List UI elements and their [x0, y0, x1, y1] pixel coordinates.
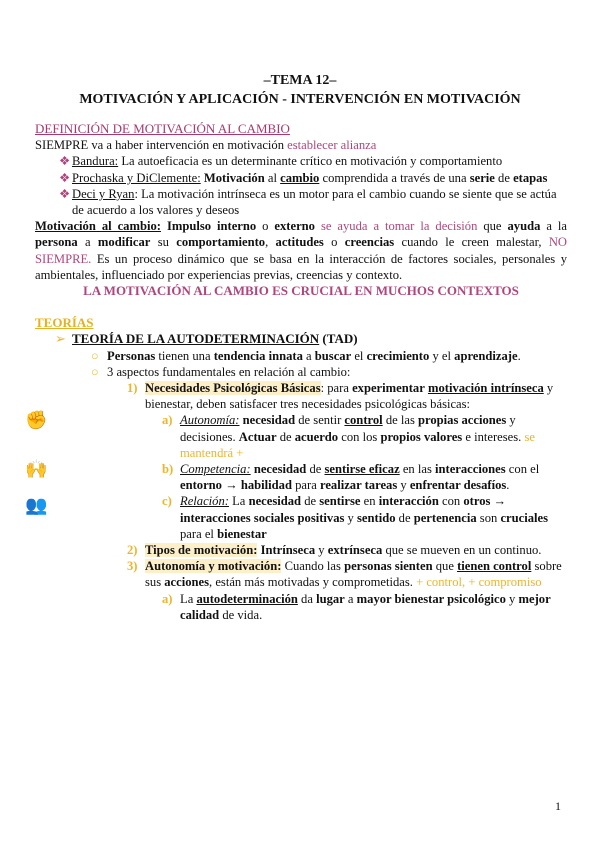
topic-number: –TEMA 12– [263, 73, 337, 88]
text-run: Intrínseca [260, 543, 316, 558]
text-run: o [323, 235, 345, 250]
text-run: Competencia: [180, 462, 251, 477]
text-run: 3 aspectos fundamentales en relación al cambio: [107, 364, 351, 379]
text-run: son [476, 510, 501, 525]
bullet-text [72, 171, 547, 185]
text-run: para [291, 478, 320, 493]
text-run: y [315, 543, 328, 558]
text-run: propias acciones [418, 413, 507, 428]
text-run: y [505, 591, 519, 606]
text-run: comportamiento [176, 235, 266, 250]
circle-item: ○ 3 aspectos fundamentales en relación al cambio: [91, 364, 351, 379]
text-run: etapas [513, 170, 548, 185]
numbered-item-3: 3) Autonomía y motivación: Cuando las personas sienten que tienen control sobre sus acciones, están más motivadas y comprometidas. + control, + compromiso [127, 559, 562, 590]
text-run: de [494, 170, 514, 185]
text-run: crecimiento [366, 348, 430, 363]
section-heading-teorias: TEORÍAS [35, 315, 94, 331]
text-run: comprendida a través de una [319, 170, 470, 185]
text-run: y [397, 478, 410, 493]
text-run: , [265, 235, 276, 250]
callout-text: LA MOTIVACIÓN AL CAMBIO ES CRUCIAL EN MUCHOS CONTEXTOS [83, 283, 519, 299]
text-run: . [517, 348, 521, 363]
text-run: La autoeficacia es un determinante crítico en motivación y comportamiento [118, 154, 503, 169]
bullet-item: ❖ Prochaska y DiClemente: Motivación al cambio comprendida a través de una serie de etapas [59, 170, 548, 185]
text-run: + control, + compromiso [416, 575, 542, 590]
text-run: interacciones [435, 462, 506, 477]
text-run: de las [382, 413, 418, 428]
text-run: buscar [314, 348, 352, 363]
text-run: a [344, 591, 357, 606]
text-run: con [438, 494, 464, 509]
page-number: 1 [555, 799, 561, 813]
text-run: realizar tareas [319, 478, 398, 493]
text-run: de sentir [295, 413, 345, 428]
text-run: propios valores [380, 429, 463, 444]
text-run: serie [469, 170, 495, 185]
text-run: . [506, 478, 510, 493]
bullet-text [72, 154, 502, 168]
text-run: se mantendrá + [180, 429, 535, 460]
text-run: : para [320, 381, 353, 396]
text-run: y bienestar, deben satisfacer tres necesidades psicológicas básicas: [145, 381, 554, 412]
text-run: en [360, 494, 379, 509]
sub-item-3a: a) La autodeterminación da lugar a mayor bienestar psicológico y mejor calidad de vida. [162, 591, 551, 622]
text-run: y el [429, 348, 455, 363]
text-run: autodeterminación [196, 591, 298, 606]
illustration-icon: 🙌 [25, 459, 48, 480]
text-run: en las [399, 462, 435, 477]
text-run: que se mueven en un continuo. [382, 543, 542, 558]
illustration-icon: ✊ [25, 410, 48, 431]
text-run: de [395, 510, 414, 525]
text-run: Prochaska y DiClemente: [72, 170, 201, 185]
text-run: La [228, 494, 249, 509]
text-run: enfrentar desafíos [409, 478, 507, 493]
numbered-item-2: 2) Tipos de motivación: Intrínseca y extrínseca que se mueven en un continuo. [127, 543, 542, 558]
text-run: : La motivación intrínseca es un motor para el cambio cuando se siente que se actúa de acuerdo a los valores y deseos [72, 186, 557, 218]
text-run: y decisiones. [180, 413, 516, 444]
text-run: cruciales [500, 510, 548, 525]
text-run: Motivación [203, 170, 265, 185]
text-run: establecer alianza [287, 138, 377, 153]
text-run: interacción [378, 494, 439, 509]
intro-line [35, 137, 567, 153]
text-run: sentirse eficaz [324, 462, 400, 477]
text-run: extrínseca [327, 543, 383, 558]
text-run: y [344, 510, 357, 525]
theory-heading [35, 331, 567, 347]
text-run: que [432, 559, 458, 574]
text-run: personas sienten [344, 559, 433, 574]
text-run: mayor bienestar psicológico [356, 591, 506, 606]
text-run: Personas [107, 348, 156, 363]
section-heading-definition: DEFINICIÓN DE MOTIVACIÓN AL CAMBIO [35, 121, 290, 136]
text-run: Cuando las [281, 559, 345, 574]
text-run: , están más motivadas y comprometidas. [209, 575, 417, 590]
text-run: que [477, 219, 508, 234]
text-run: bienestar [217, 526, 267, 541]
text-run: (TAD) [319, 331, 358, 347]
text-run: al [264, 170, 281, 185]
text-run: sentirse [319, 494, 361, 509]
circle-item: ○ Personas tienen una tendencia innata a buscar el crecimiento y el aprendizaje. [91, 348, 521, 363]
sub-item: ✊ a) Autonomía: necesidad de sentir control de las propias acciones y decisiones. Actuar de acuerdo con los propios valores e intereses. se mantendrá + [25, 410, 535, 460]
bullet-item: ❖ Bandura: La autoeficacia es un determinante crítico en motivación y comportamiento [59, 154, 503, 169]
text-run: Necesidades Psicológicas Básicas [145, 381, 321, 396]
text-run: SIEMPRE va a haber intervención en motivación [35, 138, 288, 153]
text-run: a la [540, 219, 568, 234]
text-run: e intereses. [462, 429, 525, 444]
text-run: tienen una [155, 348, 214, 363]
text-run: con el [505, 462, 540, 477]
text-run: de vida. [219, 607, 263, 622]
text-run: otros → interacciones sociales positivas [180, 494, 507, 525]
document-title: MOTIVACIÓN Y APLICACIÓN - INTERVENCIÓN EN MOTIVACIÓN [79, 92, 521, 107]
text-run: NO SIEMPRE. [35, 235, 568, 266]
text-run: Autonomía y motivación: [145, 559, 282, 574]
text-run: Tipos de motivación: [145, 543, 258, 558]
text-run: ayuda [507, 219, 541, 234]
text-run: TEORÍA DE LA AUTODETERMINACIÓN [72, 331, 320, 347]
sub-item: 🙌 b) Competencia: necesidad de sentirse eficaz en las interacciones con el entorno → habilidad para realizar tareas y enfrentar desafíos. [25, 459, 540, 493]
text-run: sentido [357, 510, 396, 525]
text-run: a [302, 348, 315, 363]
arrow-bullet-icon: ➢ [55, 331, 66, 347]
numbered-item-1: 1) Necesidades Psicológicas Básicas: para experimentar motivación intrínseca y bienestar, deben satisfacer tres necesidades psicológicas básicas: [127, 381, 554, 412]
text-run: lugar [316, 591, 345, 606]
text-run: mejor calidad [180, 591, 551, 622]
text-run: Deci y Ryan [72, 186, 135, 201]
text-run: Motivación al cambio: [35, 219, 161, 234]
text-run: La [180, 591, 197, 606]
text-run: tienen control [457, 559, 532, 574]
text-run: Impulso interno [166, 219, 257, 234]
text-run: actitudes [275, 235, 324, 250]
text-run: entorno → habilidad [180, 478, 292, 493]
text-run: modificar [97, 235, 151, 250]
illustration-icon: 👥 [25, 495, 48, 516]
text-run: da [297, 591, 317, 606]
text-run: o [256, 219, 275, 234]
bullet-item: ❖ Deci y Ryan: La motivación intrínseca es un motor para el cambio cuando se siente que se actúa de acuerdo a los valores y deseos [59, 186, 557, 218]
text-run: tendencia innata [213, 348, 303, 363]
text-run: Bandura: [72, 154, 119, 169]
text-run: Es un proceso dinámico que se basa en la interacción de factores sociales, personales y ambientales, influenciado por experiencias previas, creencias y contexto. [35, 251, 567, 282]
text-run: necesidad [242, 413, 296, 428]
text-run: Relación: [180, 494, 229, 509]
text-run: externo [274, 219, 315, 234]
text-run: Autonomía: [180, 413, 240, 428]
text-run: el [351, 348, 367, 363]
sub-item: 👥 c) Relación: La necesidad de sentirse en interacción con otros → interacciones sociales positivas y sentido de pertenencia son cruciales para el bienestar [25, 494, 548, 541]
text-run: Actuar [238, 429, 277, 444]
text-run: acuerdo [294, 429, 339, 444]
text-run: para el [180, 526, 218, 541]
text-run: control [344, 413, 383, 428]
text-run: persona [35, 235, 78, 250]
text-run: necesidad [248, 494, 302, 509]
text-run: se ayuda a tomar la decisión [320, 219, 478, 234]
text-run: cuando le creen malestar, [394, 235, 549, 250]
text-run: cambio [280, 170, 320, 185]
text-run: a [77, 235, 98, 250]
text-run: experimentar [352, 381, 425, 396]
text-run: creencias [344, 235, 395, 250]
text-run: pertenencia [413, 510, 477, 525]
bullet-text [72, 187, 557, 217]
definition-paragraph [35, 218, 567, 283]
text-run: de [301, 494, 320, 509]
text-run: aprendizaje [454, 348, 518, 363]
text-run: con los [338, 429, 381, 444]
text-run: acciones [164, 575, 210, 590]
text-run: necesidad [253, 462, 307, 477]
text-run: de [306, 462, 325, 477]
text-run: motivación intrínseca [427, 381, 544, 396]
text-run: su [150, 235, 177, 250]
text-run: de [276, 429, 295, 444]
text-run: sobre sus [145, 559, 562, 590]
